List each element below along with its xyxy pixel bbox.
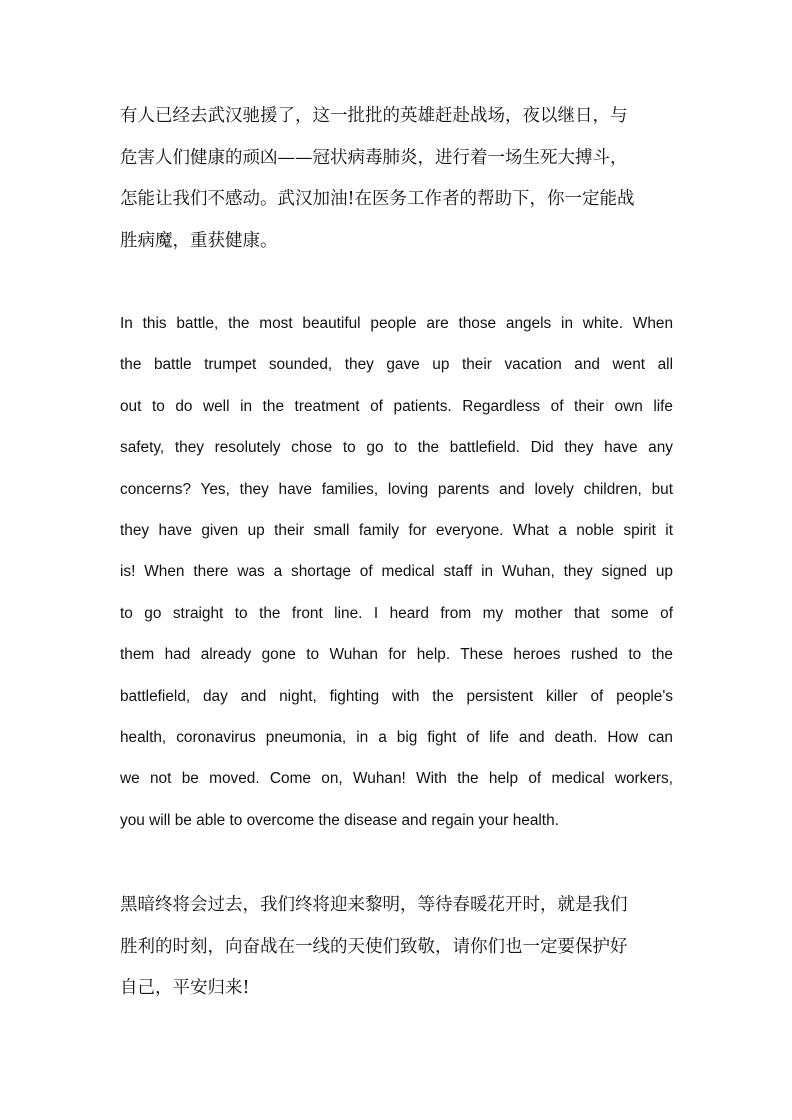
text-line: we not be moved. Come on, Wuhan! With the help of medical workers, — [120, 770, 673, 788]
text-line: to go straight to the front line. I heard from my mother that some of — [120, 604, 673, 622]
text-line: 黑暗终将会过去，我们终将迎来黎明，等待春暖花开时，就是我们 — [120, 895, 628, 915]
text-line: 自己，平安归来! — [120, 978, 250, 998]
text-line: 胜病魔，重获健康。 — [120, 230, 278, 251]
text-line: In this battle, the most beautiful people are those angels in white. When — [120, 315, 673, 332]
text-line: the battle trumpet sounded, they gave up their vacation and went all — [120, 356, 673, 374]
text-line: them had already gone to Wuhan for help. These heroes rushed to the — [120, 646, 673, 664]
text-line: battlefield, day and night, fighting with the persistent killer of people's — [120, 687, 673, 705]
text-line: 危害人们健康的顽凶——冠状病毒肺炎，进行着一场生死大搏斗， — [120, 147, 628, 168]
text-line: out to do well in the treatment of patients. Regardless of their own life — [120, 397, 673, 415]
text-line: 有人已经去武汉驰援了，这一批批的英雄赶赴战场，夜以继日，与 — [120, 106, 628, 126]
text-line: safety, they resolutely chose to go to the battlefield. Did they have any — [120, 439, 673, 457]
text-line: they have given up their small family for everyone. What a noble spirit it — [120, 521, 673, 539]
paragraph-chinese-1 — [120, 96, 673, 262]
paragraph-english — [120, 303, 673, 841]
text-line: health, coronavirus pneumonia, in a big fight of life and death. How can — [120, 728, 673, 746]
text-line: you will be able to overcome the disease and regain your health. — [120, 811, 559, 829]
paragraph-chinese-2 — [120, 885, 673, 1010]
text-line: is! When there was a shortage of medical staff in Wuhan, they signed up — [120, 563, 673, 581]
text-line: 怎能让我们不感动。武汉加油!在医务工作者的帮助下，你一定能战 — [120, 189, 635, 209]
text-line: concerns? Yes, they have families, loving parents and lovely children, but — [120, 480, 673, 498]
text-line: 胜利的时刻，向奋战在一线的天使们致敬，请你们也一定要保护好 — [120, 936, 628, 957]
